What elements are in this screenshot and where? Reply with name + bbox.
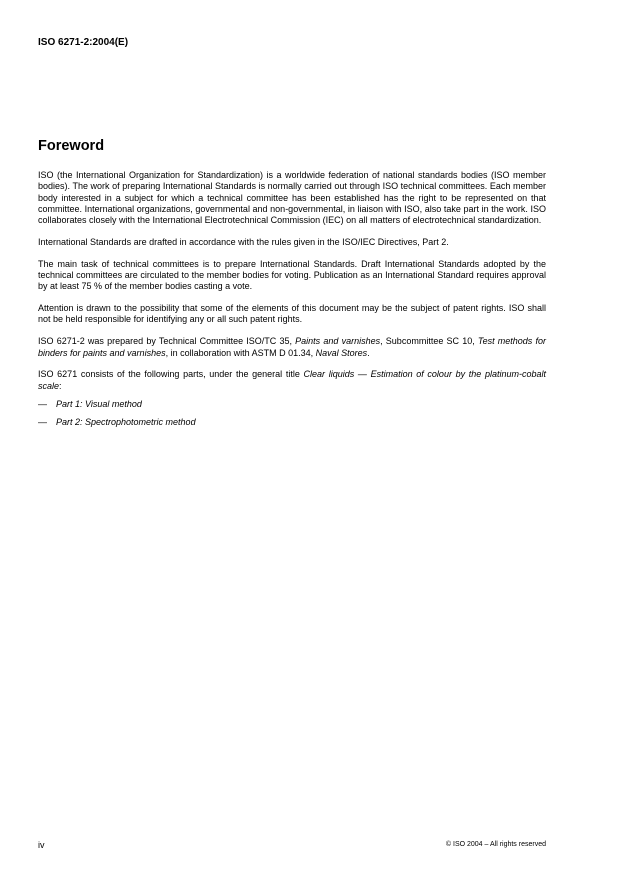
- parts-intro-text-1: ISO 6271 consists of the following parts, under the general title: [38, 369, 304, 380]
- list-item: [38, 417, 546, 428]
- astm-committee-name: Naval Stores: [315, 347, 368, 358]
- committee-name: Paints and varnishes: [295, 336, 381, 347]
- prepared-by-text-3: , in collaboration with ASTM D 01.34,: [165, 347, 316, 358]
- copyright-notice: © ISO 2004 – All rights reserved: [445, 841, 546, 848]
- page-number: iv: [38, 840, 45, 850]
- paragraph-prepared-by: [38, 336, 546, 359]
- document-header-id: ISO 6271-2:2004(E): [38, 37, 129, 48]
- list-dash: —: [38, 416, 47, 427]
- paragraph-iso-intro: ISO (the International Organization for Standardization) is a worldwide federation of national standards bodies (ISO member bodies). The work of preparing International Standards is normally carried out through ISO technical committees. Each member body interested in a subject for which a technical committee has been established has the right to be represented on that committee. International organizations, governmental and non-governmental, in liaison with ISO, also take part in the work. ISO collaborates closely with the International Electrotechnical Commission (IEC) on all matters of electrotechnical standardization.: [38, 170, 546, 226]
- paragraph-parts-intro: [38, 369, 546, 392]
- list-dash: —: [38, 398, 47, 409]
- list-item-text: Part 2: Spectrophotometric method: [56, 416, 196, 427]
- list-item-text: Part 1: Visual method: [56, 398, 142, 409]
- list-item: [38, 399, 546, 410]
- general-title: Clear liquids — Estimation of colour by the platinum-cobalt scale: [38, 369, 547, 391]
- paragraph-technical-committees: The main task of technical committees is to prepare International Standards. Draft International Standards adopted by the technical committees are circulated to the member bodies for voting. Publication as an International Standard requires approval by at least 75 % of the member bodies casting a vote.: [38, 258, 546, 292]
- foreword-body: [38, 170, 546, 435]
- prepared-by-text-1: ISO 6271-2 was prepared by Technical Committee ISO/TC 35,: [38, 336, 296, 347]
- section-title: Foreword: [38, 138, 105, 154]
- paragraph-patent-rights: Attention is drawn to the possibility that some of the elements of this document may be the subject of patent rights. ISO shall not be held responsible for identifying any or all such patent rights.: [38, 303, 546, 325]
- prepared-by-text-2: , Subcommittee SC 10,: [380, 336, 478, 347]
- paragraph-drafting-rules: International Standards are drafted in accordance with the rules given in the ISO/IEC Directives, Part 2.: [38, 236, 449, 247]
- subcommittee-name: Test methods for binders for paints and varnishes: [38, 336, 547, 358]
- parts-intro-text-2: :: [59, 380, 62, 391]
- prepared-by-text-4: .: [367, 347, 370, 358]
